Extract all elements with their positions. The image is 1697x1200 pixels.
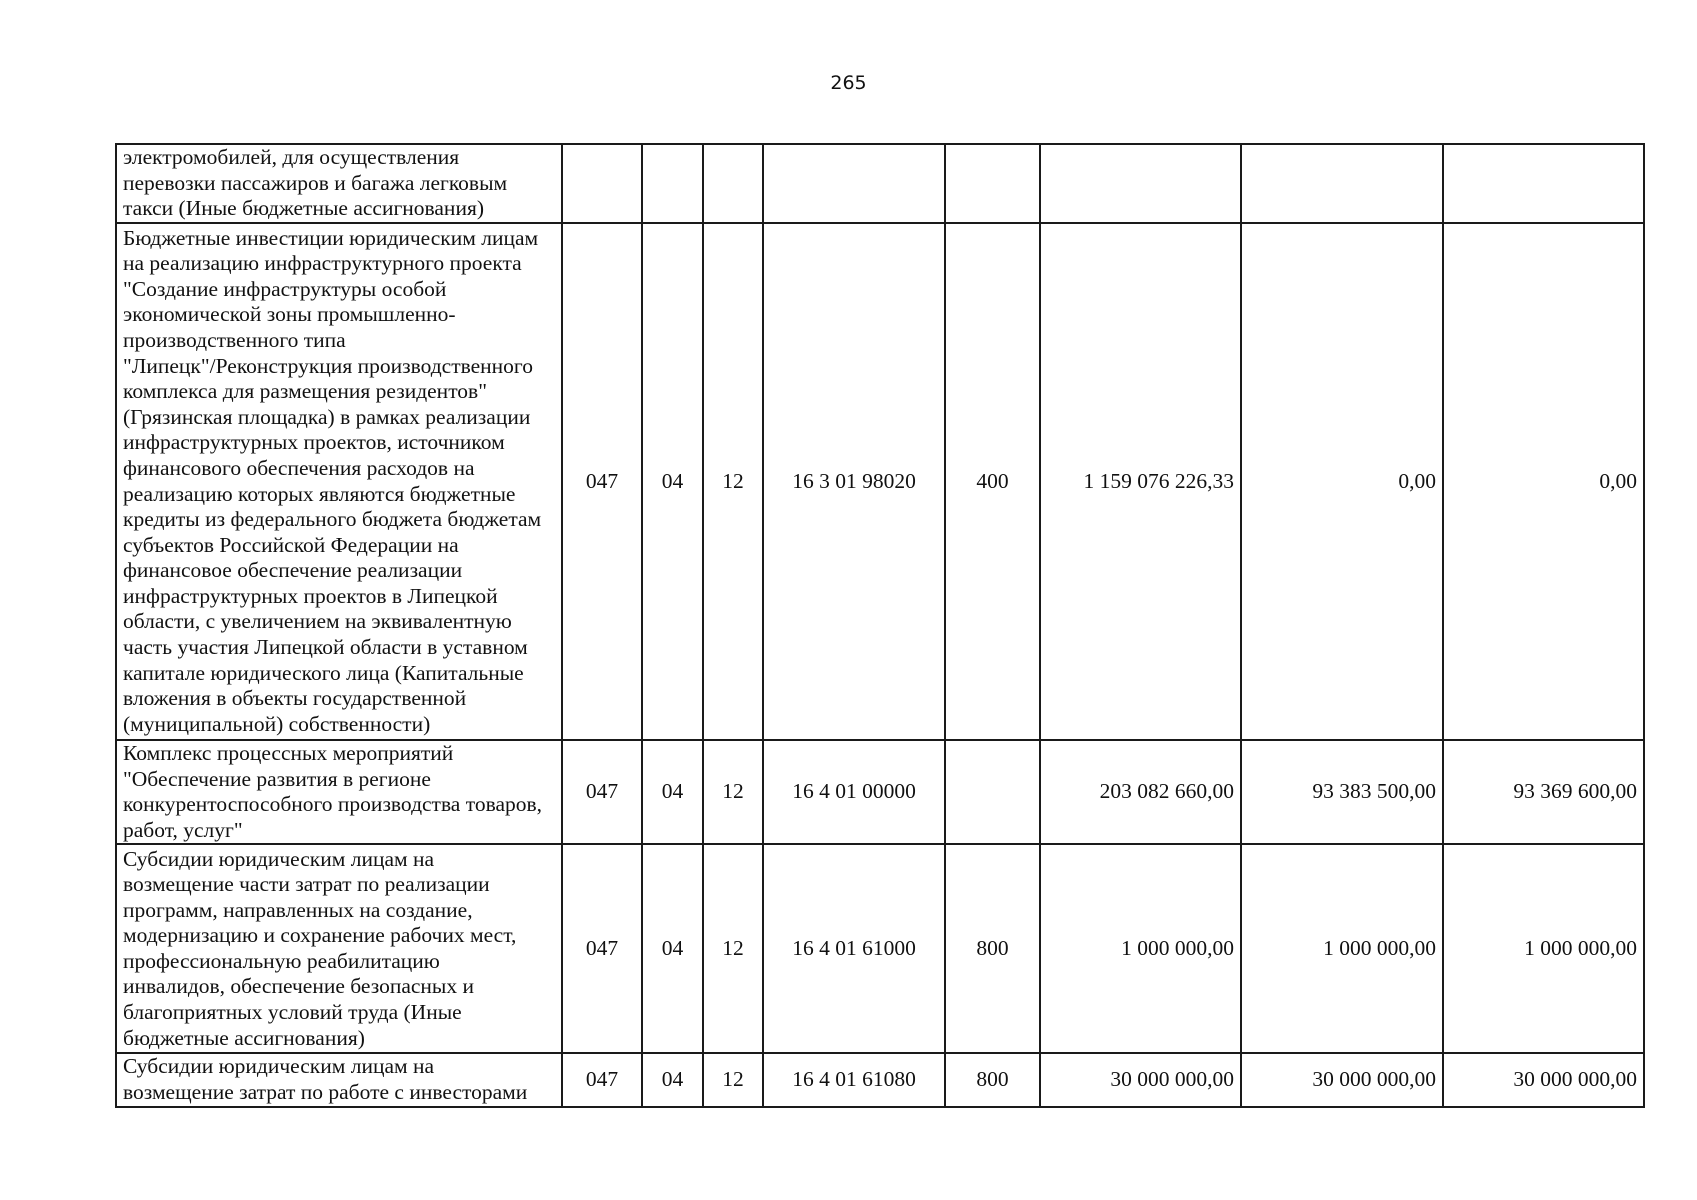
page-number: 265 bbox=[830, 72, 867, 94]
subsection-code: 12 bbox=[703, 223, 763, 740]
ministry-code: 047 bbox=[562, 740, 642, 844]
expense-type-code bbox=[945, 740, 1040, 844]
expense-type-code bbox=[945, 144, 1040, 223]
expense-type-code: 400 bbox=[945, 223, 1040, 740]
target-article-code bbox=[763, 144, 945, 223]
section-code bbox=[642, 144, 703, 223]
target-article-code: 16 4 01 61080 bbox=[763, 1053, 945, 1106]
amount-2: 1 000 000,00 bbox=[1241, 844, 1443, 1053]
table-row bbox=[116, 144, 1644, 223]
section-code: 04 bbox=[642, 1053, 703, 1106]
amount-1 bbox=[1040, 144, 1241, 223]
ministry-code bbox=[562, 144, 642, 223]
table-row bbox=[116, 223, 1644, 740]
expense-type-code: 800 bbox=[945, 1053, 1040, 1106]
table-row bbox=[116, 740, 1644, 844]
amount-1: 203 082 660,00 bbox=[1040, 740, 1241, 844]
row-description: Субсидии юридическим лицам на возмещение затрат по работе с инвесторами bbox=[116, 1053, 562, 1106]
subsection-code: 12 bbox=[703, 1053, 763, 1106]
subsection-code: 12 bbox=[703, 740, 763, 844]
amount-1: 1 159 076 226,33 bbox=[1040, 223, 1241, 740]
target-article-code: 16 4 01 00000 bbox=[763, 740, 945, 844]
table-row bbox=[116, 844, 1644, 1053]
target-article-code: 16 4 01 61000 bbox=[763, 844, 945, 1053]
target-article-code: 16 3 01 98020 bbox=[763, 223, 945, 740]
amount-2: 30 000 000,00 bbox=[1241, 1053, 1443, 1106]
amount-3 bbox=[1443, 144, 1644, 223]
row-description: Субсидии юридическим лицам на возмещение части затрат по реализации программ, направленных на создание, модернизацию и сохранение рабочих мест, профессиональную реабилитацию инвалидов, обеспечение безопасных и благоприятных условий труда (Иные бюджетные ассигнования) bbox=[116, 844, 562, 1053]
amount-3: 1 000 000,00 bbox=[1443, 844, 1644, 1053]
table-row bbox=[116, 1053, 1644, 1106]
subsection-code bbox=[703, 144, 763, 223]
budget-table bbox=[115, 143, 1645, 1108]
section-code: 04 bbox=[642, 223, 703, 740]
amount-3: 0,00 bbox=[1443, 223, 1644, 740]
ministry-code: 047 bbox=[562, 844, 642, 1053]
amount-1: 30 000 000,00 bbox=[1040, 1053, 1241, 1106]
row-description: Комплекс процессных мероприятий "Обеспечение развития в регионе конкурентоспособного производства товаров, работ, услуг" bbox=[116, 740, 562, 844]
subsection-code: 12 bbox=[703, 844, 763, 1053]
amount-2 bbox=[1241, 144, 1443, 223]
ministry-code: 047 bbox=[562, 1053, 642, 1106]
ministry-code: 047 bbox=[562, 223, 642, 740]
section-code: 04 bbox=[642, 844, 703, 1053]
section-code: 04 bbox=[642, 740, 703, 844]
amount-3: 30 000 000,00 bbox=[1443, 1053, 1644, 1106]
amount-2: 93 383 500,00 bbox=[1241, 740, 1443, 844]
expense-type-code: 800 bbox=[945, 844, 1040, 1053]
amount-1: 1 000 000,00 bbox=[1040, 844, 1241, 1053]
amount-2: 0,00 bbox=[1241, 223, 1443, 740]
row-description: Бюджетные инвестиции юридическим лицам на реализацию инфраструктурного проекта "Создание инфраструктуры особой экономической зоны промышленно- производственного типа "Липецк"/Реконструкция производственного комплекса для размещения резидентов" (Грязинская площадка) в рамках реализации инфраструктурных проектов, источником финансового обеспечения расходов на реализацию которых являются бюджетные кредиты из федерального бюджета бюджетам субъектов Российской Федерации на финансовое обеспечение реализации инфраструктурных проектов в Липецкой области, с увеличением на эквивалентную часть участия Липецкой области в уставном капитале юридического лица (Капитальные вложения в объекты государственной (муниципальной) собственности) bbox=[116, 223, 562, 740]
amount-3: 93 369 600,00 bbox=[1443, 740, 1644, 844]
row-description: электромобилей, для осуществления перевозки пассажиров и багажа легковым такси (Иные бюджетные ассигнования) bbox=[116, 144, 562, 223]
